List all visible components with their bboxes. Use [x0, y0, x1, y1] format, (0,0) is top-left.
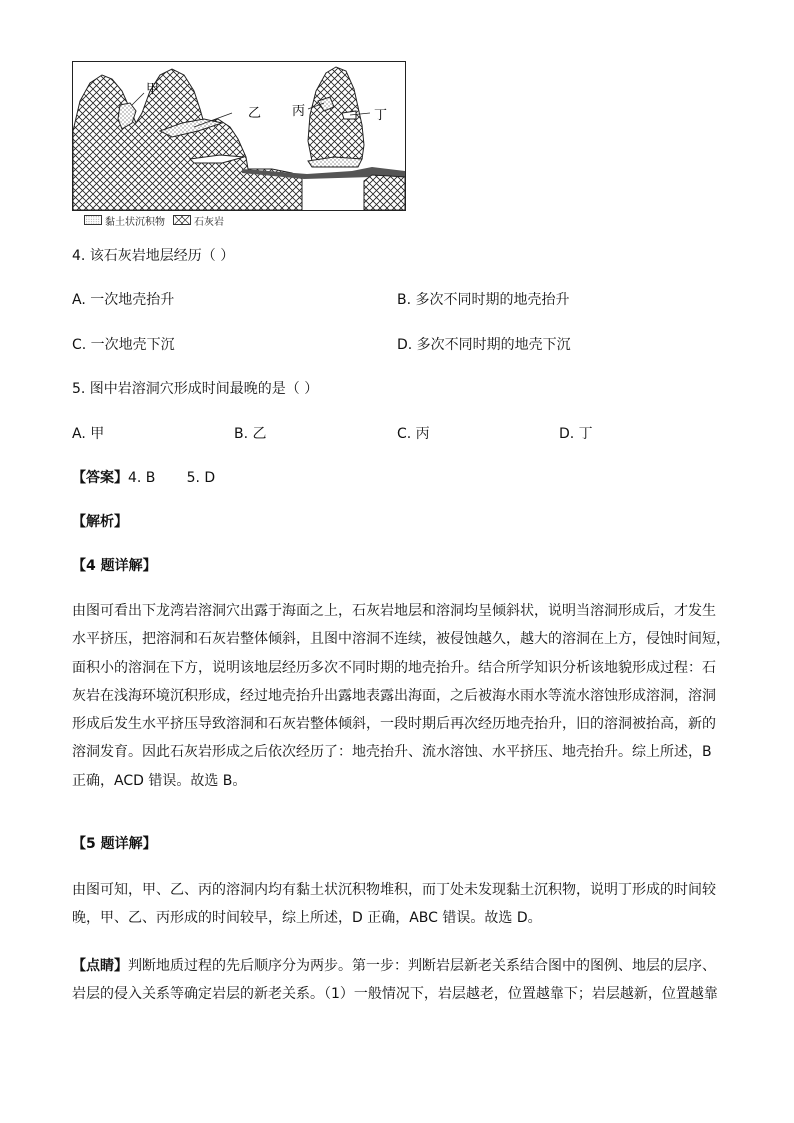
figure-legend: [84, 213, 232, 227]
legend-label-limestone: 石灰岩: [194, 216, 224, 228]
q5-option-c: C. 丙: [397, 426, 430, 442]
q5-option-a: A. 甲: [72, 426, 105, 442]
q4-detail-line: 正确，ACD 错误。故选 B。: [72, 772, 247, 789]
tip-line-1: [72, 952, 720, 980]
clay-dotted-swatch: [84, 215, 102, 225]
q5-option-d: D. 丁: [559, 426, 593, 442]
q4-detail-line: 水平挤压，把溶洞和石灰岩整体倾斜，且图中溶洞不连续，被侵蚀越久，越大的溶洞在上方，侵蚀时间短，: [72, 631, 730, 648]
legend-item-limestone: [173, 213, 224, 228]
q4-detail-line: 形成后发生水平挤压导致溶洞和石灰岩整体倾斜，一段时期后再次经历地壳抬升，旧的溶洞被抬高，新的: [72, 716, 716, 733]
q4-option-c: C. 一次地壳下沉: [72, 337, 175, 353]
q4-option-b: B. 多次不同时期的地壳抬升: [397, 292, 570, 308]
tip-paragraph: [72, 952, 720, 1009]
tip-label: 【点睛】: [72, 958, 128, 974]
q4-detail-line: 溶洞发育。因此石灰岩形成之后依次经历了：地壳抬升、流水溶蚀、水平挤压、地壳抬升。综上所述，B: [72, 744, 712, 761]
q5-detail-line: 晚，甲、乙、丙形成的时间较早，综上所述，D 正确，ABC 错误。故选 D。: [72, 910, 542, 927]
label-yi: 乙: [248, 106, 262, 121]
label-bing: 丙: [292, 104, 306, 119]
q5-detail-line: 由图可知，甲、乙、丙的溶洞内均有黏土状沉积物堆积，而丁处未发现黏土沉积物，说明丁形成的时间较: [72, 882, 716, 898]
label-jia: 甲: [146, 82, 160, 97]
q4-detail-heading: 【4 题详解】: [72, 558, 157, 574]
answer-text: 4. B 5. D: [128, 470, 216, 486]
right-base-rock: [364, 175, 405, 210]
q5-detail-heading: 【5 题详解】: [72, 836, 157, 852]
legend-label-clay: 黏土状沉积物: [105, 216, 165, 228]
q4-option-d: D. 多次不同时期的地壳下沉: [397, 337, 571, 353]
question-4-stem: 4. 该石灰岩地层经历（ ）: [72, 248, 235, 264]
answer-line: [72, 468, 215, 488]
q4-detail-line: 灰岩在浅海环境沉积形成，经过地壳抬升出露地表露出海面，之后被海水雨水等流水溶蚀形成溶洞，溶洞: [72, 687, 716, 704]
question-5-stem: 5. 图中岩溶洞穴形成时间最晚的是（ ）: [72, 381, 319, 397]
q4-option-a: A. 一次地壳抬升: [72, 292, 175, 308]
q4-detail-line: 面积小的溶洞在下方，说明该地层经历多次不同时期的地壳抬升。结合所学知识分析该地貌形成过程：石: [72, 659, 716, 676]
limestone-hatched-swatch: [173, 215, 191, 225]
q4-detail-paragraph: [72, 597, 730, 795]
q5-detail-paragraph: [72, 876, 720, 933]
analysis-heading: 【解析】: [72, 514, 128, 530]
q4-detail-line: 由图可看出下龙湾岩溶洞穴出露于海面之上，石灰岩地层和溶洞均呈倾斜状，说明当溶洞形成后，才发生: [72, 603, 716, 619]
label-ding: 丁: [374, 108, 388, 123]
answer-label: 【答案】: [72, 470, 128, 486]
karst-cave-figure: [72, 61, 406, 211]
legend-item-clay: [84, 213, 165, 228]
tip-line-2: 岩层的侵入关系等确定岩层的新老关系。（1）一般情况下，岩层越老，位置越靠下；岩层越新，位置越靠: [72, 986, 718, 1003]
q5-option-b: B. 乙: [234, 426, 267, 442]
tip-text: 判断地质过程的先后顺序分为两步。第一步：判断岩层新老关系结合图中的图例、地层的层序、: [128, 958, 716, 974]
